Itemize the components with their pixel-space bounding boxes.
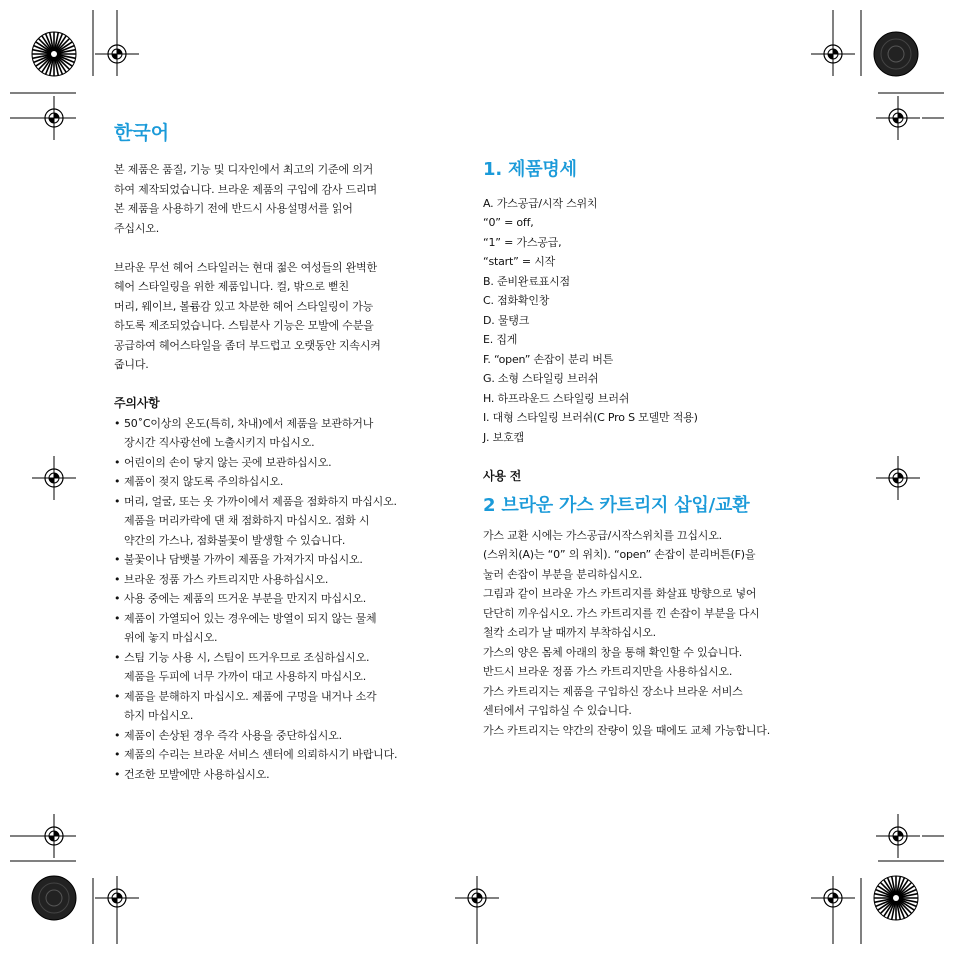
spec-item: “0” = off, [483, 216, 534, 229]
spec-item: “1” = 가스공급, [483, 235, 562, 249]
left-column [114, 160, 474, 784]
intro-paragraph-1: 본 제품은 품질, 기능 및 디자인에서 최고의 기준에 의거 하여 제작되었습니다. 브라운 제품의 구입에 감사 드리며 본 제품을 사용하기 전에 반드시 사용설명서를 읽어 주십시오. [114, 163, 377, 235]
caution-item: • 제품이 젖지 않도록 주의하십시오. [114, 472, 474, 492]
spec-item: F. “open” 손잡이 분리 버튼 [483, 352, 614, 366]
intro-paragraph-2: 브라운 무선 헤어 스타일러는 현대 젊은 여성들의 완벽한 헤어 스타일링을 위한 제품입니다. 컬, 밖으로 뻗친 머리, 웨이브, 볼륨감 있고 차분한 헤어 스타일링이 가능 하도록 제조되었습니다. 스팀분사 기능은 모발에 수분을 공급하여 헤어스타일을 좀더 부드럽고 오랫동안 지속시켜 줍니다. [114, 260, 381, 371]
caution-item: • 건조한 모발에만 사용하십시오. [114, 765, 474, 785]
spec-item: A. 가스공급/시작 스위치 [483, 196, 598, 210]
caution-item: • 머리, 얼굴, 또는 옷 가까이에서 제품을 점화하지 마십시오. 제품을 머리카락에 댄 채 점화하지 마십시오. 점화 시 약간의 가스나, 점화불꽃이 발생할 수 있습니다. [114, 492, 474, 551]
spec-item: “start” = 시작 [483, 255, 556, 268]
caution-item: • 사용 중에는 제품의 뜨거운 부분을 만지지 마십시오. [114, 589, 474, 609]
spec-section-title: 1. 제품명세 [483, 159, 577, 180]
caution-heading: 주의사항 [114, 396, 160, 410]
spec-item: H. 하프라운드 스타일링 브러쉬 [483, 391, 630, 405]
caution-item: • 50˚C이상의 온도(특히, 차내)에서 제품을 보관하거나 장시간 직사광선에 노출시키지 마십시오. [114, 414, 474, 453]
caution-item: • 제품이 손상된 경우 즉각 사용을 중단하십시오. [114, 726, 474, 746]
spec-item: G. 소형 스타일링 브러쉬 [483, 372, 599, 385]
spec-list [483, 194, 863, 448]
spec-item: I. 대형 스타일링 브러쉬(C Pro S 모델만 적용) [483, 411, 698, 424]
caution-item: • 불꽃이나 담뱃불 가까이 제품을 가져가지 마십시오. [114, 550, 474, 570]
spec-item: D. 물탱크 [483, 313, 530, 327]
caution-item: • 제품을 분해하지 마십시오. 제품에 구멍을 내거나 소각 하지 마십시오. [114, 687, 474, 726]
spec-item: C. 점화확인창 [483, 294, 550, 307]
caution-item: • 스팀 기능 사용 시, 스팀이 뜨거우므로 조심하십시오. 제품을 두피에 너무 가까이 대고 사용하지 마십시오. [114, 648, 474, 687]
caution-item: • 제품의 수리는 브라운 서비스 센터에 의뢰하시기 바랍니다. [114, 745, 474, 765]
right-column [483, 160, 863, 740]
caution-list [114, 414, 474, 785]
spec-item: J. 보호캡 [483, 430, 524, 444]
caution-item: • 어린이의 손이 닿지 않는 곳에 보관하십시오. [114, 453, 474, 473]
cartridge-section-title: 2 브라운 가스 카트리지 삽입/교환 [483, 495, 750, 516]
spec-item: B. 준비완료표시점 [483, 274, 570, 288]
caution-item: • 제품이 가열되어 있는 경우에는 방열이 되지 않는 물체 위에 놓지 마십시오. [114, 609, 474, 648]
spec-item: E. 집게 [483, 333, 518, 346]
cartridge-instructions: 가스 교환 시에는 가스공급/시작스위치를 끄십시오. (스위치(A)는 “0” 의 위치). “open” 손잡이 분리버튼(F)을 눌러 손잡이 부분을 분리하십시오. 그림과 같이 브라운 가스 카트리지를 화살표 방향으로 넣어 단단히 끼우십시오. 가스 카트리지를 낀 손잡이 부분을 다시 철칵 소리가 날 때까지 부착하십시오. 가스의 양은 몸체 아래의 창을 통해 확인할 수 있습니다. 반드시 브라운 정품 가스 카트리지만을 사용하십시오. 가스 카트리지는 제품을 구입하신 장소나 브라운 서비스 센터에서 구입하실 수 있습니다. 가스 카트리지는 약간의 잔량이 있을 때에도 교체 가능합니다. [483, 528, 771, 737]
caution-item: • 브라운 정품 가스 카트리지만 사용하십시오. [114, 570, 474, 590]
page-language-title: 한국어 [114, 122, 170, 144]
before-use-heading: 사용 전 [483, 468, 522, 483]
